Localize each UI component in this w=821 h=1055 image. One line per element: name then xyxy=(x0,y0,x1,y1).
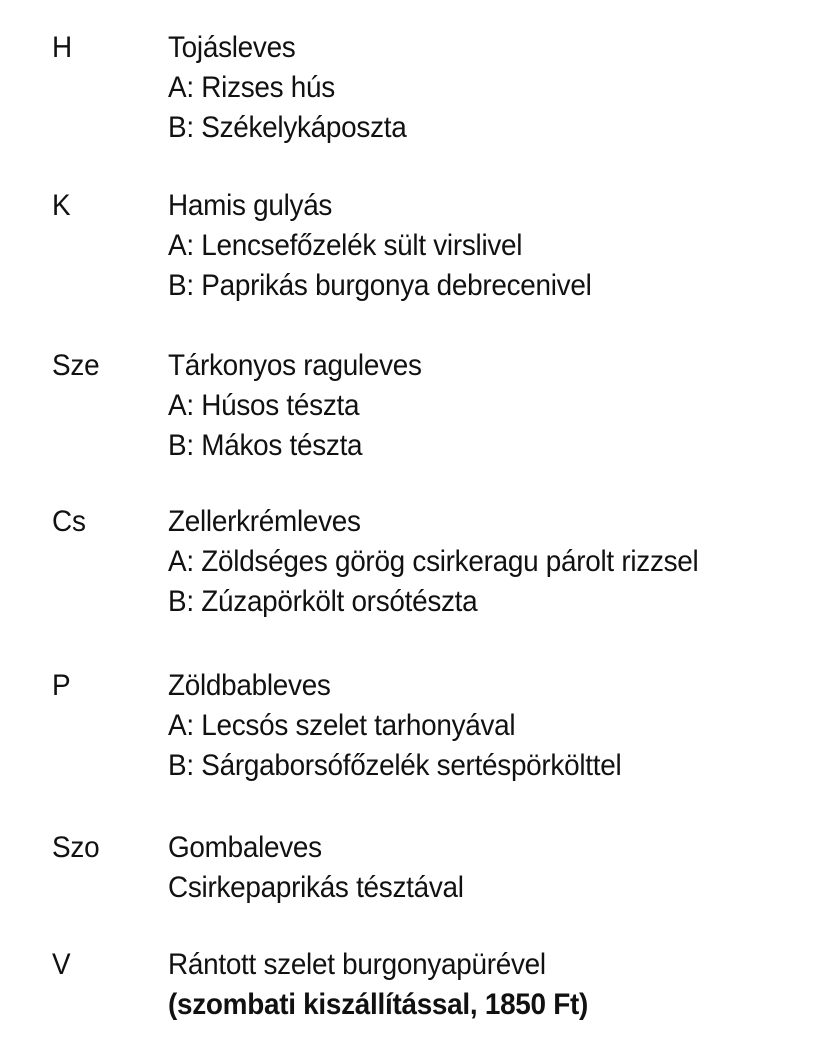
main-course: Csirkepaprikás tésztával xyxy=(168,871,464,904)
main-course-b: B: Sárgaborsófőzelék sertéspörkölttel xyxy=(168,749,622,782)
dish-list xyxy=(168,186,818,306)
dish-list xyxy=(168,828,818,908)
day-code: Sze xyxy=(52,349,100,382)
main-course-a: A: Lencsefőzelék sült virslivel xyxy=(168,229,523,262)
main-course: Rántott szelet burgonyapürével xyxy=(168,948,546,981)
dish-list xyxy=(168,945,818,1025)
day-code: V xyxy=(52,948,71,981)
soup: Gombaleves xyxy=(168,831,322,864)
dish-list xyxy=(168,28,818,148)
main-course-a: A: Lecsós szelet tarhonyával xyxy=(168,709,516,742)
soup: Hamis gulyás xyxy=(168,189,333,222)
dish-list xyxy=(168,502,818,622)
day-code: Szo xyxy=(52,831,100,864)
soup: Tárkonyos raguleves xyxy=(168,349,422,382)
main-course-b: B: Paprikás burgonya debrecenivel xyxy=(168,269,592,302)
day-code: H xyxy=(52,31,72,64)
day-code: P xyxy=(52,669,71,702)
soup: Tojásleves xyxy=(168,31,296,64)
main-course-b: B: Zúzapörkölt orsótészta xyxy=(168,585,478,618)
dish-list xyxy=(168,346,818,466)
main-course-a: A: Rizses hús xyxy=(168,71,335,104)
soup: Zöldbableves xyxy=(168,669,331,702)
main-course-a: A: Húsos tészta xyxy=(168,389,360,422)
delivery-note: (szombati kiszállítással, 1850 Ft) xyxy=(168,988,589,1021)
main-course-b: B: Mákos tészta xyxy=(168,429,363,462)
main-course-b: B: Székelykáposzta xyxy=(168,111,407,144)
main-course-a: A: Zöldséges görög csirkeragu párolt rizzsel xyxy=(168,545,699,578)
soup: Zellerkrémleves xyxy=(168,505,361,538)
dish-list xyxy=(168,666,818,786)
day-code: Cs xyxy=(52,505,86,538)
day-code: K xyxy=(52,189,71,222)
